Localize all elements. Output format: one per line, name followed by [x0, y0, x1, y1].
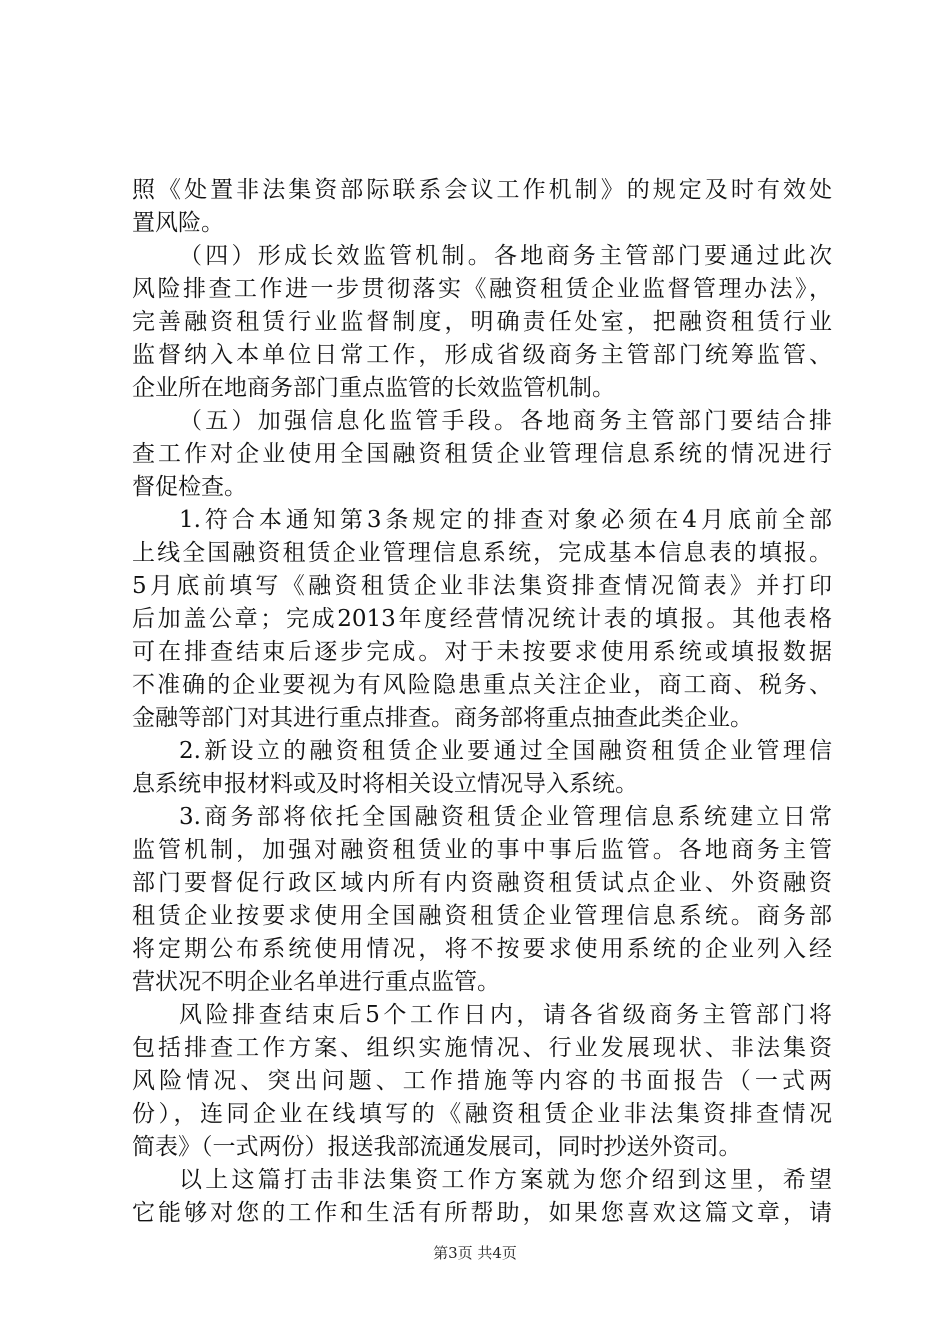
paragraph-start-line: 2.新设立的融资租赁企业要通过全国融资租赁企业管理信 [179, 738, 832, 764]
text-line: 可在排查结束后逐步完成。对于未按要求使用系统或填报数据 [132, 639, 832, 665]
text-line: 金融等部门对其进行重点排查。商务部将重点抽查此类企业。 [132, 705, 753, 731]
text-line: 租赁企业按要求使用全国融资租赁企业管理信息系统。商务部 [132, 903, 832, 929]
text-line: 上线全国融资租赁企业管理信息系统，完成基本信息表的填报。 [132, 540, 832, 566]
text-line: 部门要督促行政区域内所有内资融资租赁试点企业、外资融资 [132, 870, 832, 896]
text-line: 置风险。 [132, 210, 224, 236]
paragraph-start-line: 以上这篇打击非法集资工作方案就为您介绍到这里，希望 [179, 1167, 832, 1193]
text-line: 将定期公布系统使用情况，将不按要求使用系统的企业列入经 [132, 936, 832, 962]
text-line: 包括排查工作方案、组织实施情况、行业发展现状、非法集资 [132, 1035, 832, 1061]
text-line: 监督纳入本单位日常工作，形成省级商务主管部门统筹监管、 [132, 342, 832, 368]
text-line: 监管机制，加强对融资租赁业的事中事后监管。各地商务主管 [132, 837, 832, 863]
text-line: 督促检查。 [132, 474, 247, 500]
paragraph-start-line: 3.商务部将依托全国融资租赁企业管理信息系统建立日常 [179, 804, 832, 830]
text-line: 营状况不明企业名单进行重点监管。 [132, 969, 500, 995]
text-line: 照《处置非法集资部际联系会议工作机制》的规定及时有效处 [132, 177, 832, 203]
document-body [132, 174, 832, 1230]
text-line: 它能够对您的工作和生活有所帮助，如果您喜欢这篇文章，请 [132, 1200, 832, 1226]
text-line: 5月底前填写《融资租赁企业非法集资排查情况简表》并打印 [132, 573, 832, 599]
paragraph-start-line: （四）形成长效监管机制。各地商务主管部门要通过此次 [179, 243, 832, 269]
text-line: 后加盖公章；完成2013年度经营情况统计表的填报。其他表格 [132, 606, 832, 632]
page-number-footer: 第3页 共4页 [433, 1244, 517, 1262]
text-line: 完善融资租赁行业监督制度，明确责任处室，把融资租赁行业 [132, 309, 832, 335]
paragraph-start-line: 1.符合本通知第3条规定的排查对象必须在4月底前全部 [179, 507, 832, 533]
text-line: 不准确的企业要视为有风险隐患重点关注企业，商工商、税务、 [132, 672, 832, 698]
text-line: 查工作对企业使用全国融资租赁企业管理信息系统的情况进行 [132, 441, 832, 467]
text-line: 企业所在地商务部门重点监管的长效监管机制。 [132, 375, 615, 401]
text-line: 风险排查工作进一步贯彻落实《融资租赁企业监督管理办法》， [132, 276, 832, 302]
paragraph-start-line: （五）加强信息化监管手段。各地商务主管部门要结合排 [179, 408, 832, 434]
text-line: 息系统申报材料或及时将相关设立情况导入系统。 [132, 771, 638, 797]
paragraph-start-line: 风险排查结束后5个工作日内，请各省级商务主管部门将 [179, 1002, 832, 1028]
text-line: 风险情况、突出问题、工作措施等内容的书面报告（一式两 [132, 1068, 832, 1094]
text-line: 简表》（一式两份）报送我部流通发展司，同时抄送外资司。 [132, 1134, 742, 1160]
text-line: 份），连同企业在线填写的《融资租赁企业非法集资排查情况 [132, 1101, 832, 1127]
